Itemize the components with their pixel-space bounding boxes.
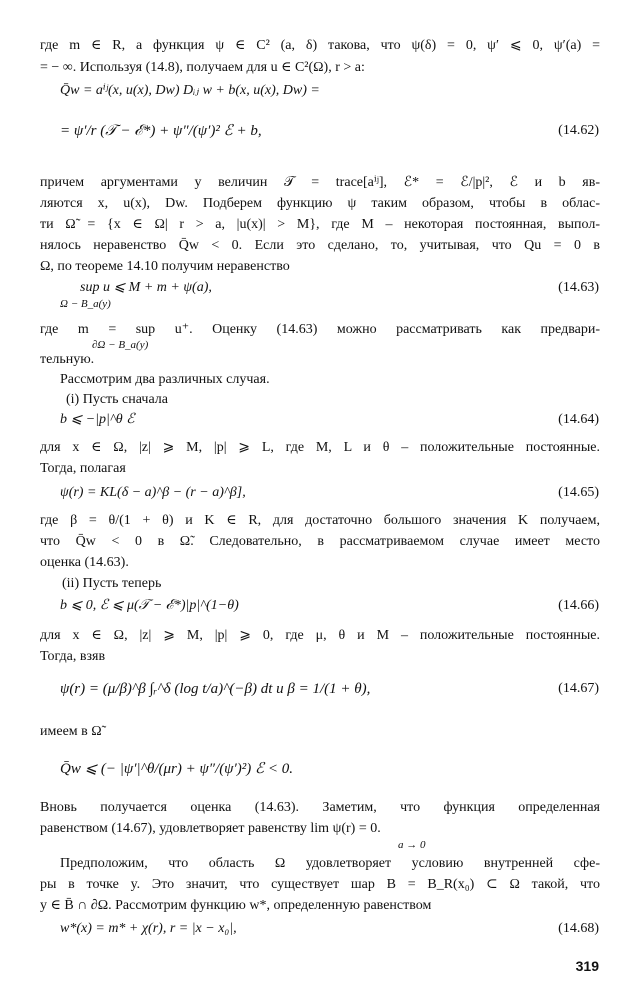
text-line: равенством (14.67), удовлетворяет равенству lim ψ(r) = 0. [40,821,381,836]
text-line: где m ∈ R, а функция ψ ∈ C² (a, δ) такова, что ψ(δ) = 0, ψ′ ⩽ 0, ψ′(a) = [40,38,600,53]
equation-number: (14.68) [558,921,599,936]
text-line: Ω, по теореме 14.10 получим неравенство [40,259,290,274]
equation-subscript: Ω − B_a(y) [60,298,111,310]
text-line: Рассмотрим два различных случая. [60,372,270,387]
text-line: оценка (14.63). [40,555,129,570]
text-line: (i) Пусть сначала [66,392,168,407]
text-line: для x ∈ Ω, |z| ⩾ M, |p| ⩾ L, где M, L и θ – положительные постоянные. [40,440,600,455]
equation-number: (14.63) [558,280,599,295]
text-line: ти Ω̃ = {x ∈ Ω| r > a, |u(x)| > M}, где M – некоторая постоянная, выпол- [40,217,600,232]
page-number: 319 [575,958,599,974]
equation-number: (14.62) [558,123,599,138]
equation-qw: Q̄w = aⁱʲ(x, u(x), Dw) Dᵢⱼ w + b(x, u(x), Dw) = [60,83,320,98]
text-line: ляются x, u(x), Dw. Подберем функцию ψ таким образом, чтобы в облас- [40,196,600,211]
equation-number: (14.64) [558,412,599,427]
equation-14-66: b ⩽ 0, ℰ ⩽ μ(𝒯 − ℰ*)|p|^(1−θ) [60,598,239,613]
equation-subscript: a → 0 [398,839,426,851]
text-line: имеем в Ω̃ [40,724,102,739]
equation-14-65: ψ(r) = KL(δ − a)^β − (r − a)^β], [60,485,246,500]
text-line: Тогда, взяв [40,649,106,664]
equation-14-63: sup u ⩽ M + m + ψ(a), [80,280,212,295]
text-line: причем аргументами у величин 𝒯 = trace[aⁱʲ], ℰ* = ℰ/|p|², ℰ и b яв- [40,175,600,190]
text-line: y ∈ B̄ ∩ ∂Ω. Рассмотрим функцию w*, определенную равенством [40,898,432,913]
text-line: Вновь получается оценка (14.63). Заметим, что функция определенная [40,800,600,815]
equation-14-64: b ⩽ −|p|^θ ℰ [60,412,135,427]
text-line: Тогда, полагая [40,461,126,476]
text-line: Предположим, что область Ω удовлетворяет условию внутренней сфе- [60,856,600,871]
text-line: = − ∞. Используя (14.8), получаем для u ∈ C²(Ω), r > a: [40,60,365,75]
text-line: нялось неравенство Q̄w < 0. Если это сделано, то, учитывая, что Qu = 0 в [40,238,600,253]
text-line: где β = θ/(1 + θ) и K ∈ R, для достаточно большого значения K получаем, [40,513,600,528]
text-line: где m = sup u⁺. Оценку (14.63) можно рассматривать как предвари- [40,322,600,337]
equation-14-67: ψ(r) = (μ/β)^β ∫ᵣ^δ (log t/a)^(−β) dt и β = 1/(1 + θ), [60,681,371,697]
text-line: ры в точке y. Это значит, что существует шар B = B_R(x₀) ⊂ Ω такой, что [40,877,600,892]
text-line: (ii) Пусть теперь [62,576,162,591]
text-line: что Q̄w < 0 в Ω̃. Следовательно, в рассматриваемом случае имеет место [40,534,600,549]
equation-14-62: = ψ′/r (𝒯 − ℰ*) + ψ″/(ψ′)² ℰ + b, [60,123,262,139]
text-line: для x ∈ Ω, |z| ⩾ M, |p| ⩾ 0, где μ, θ и M – положительные постоянные. [40,628,600,643]
text-line: тельную. [40,352,95,367]
equation-number: (14.65) [558,485,599,500]
equation-14-68: w*(x) = m* + χ(r), r = |x − x₀|, [60,921,237,936]
equation-qw-inequality: Q̄w ⩽ (− |ψ′|^θ/(μr) + ψ″/(ψ′)²) ℰ < 0. [60,761,293,777]
equation-subscript: ∂Ω − B_a(y) [92,339,149,351]
equation-number: (14.67) [558,681,599,696]
equation-number: (14.66) [558,598,599,613]
